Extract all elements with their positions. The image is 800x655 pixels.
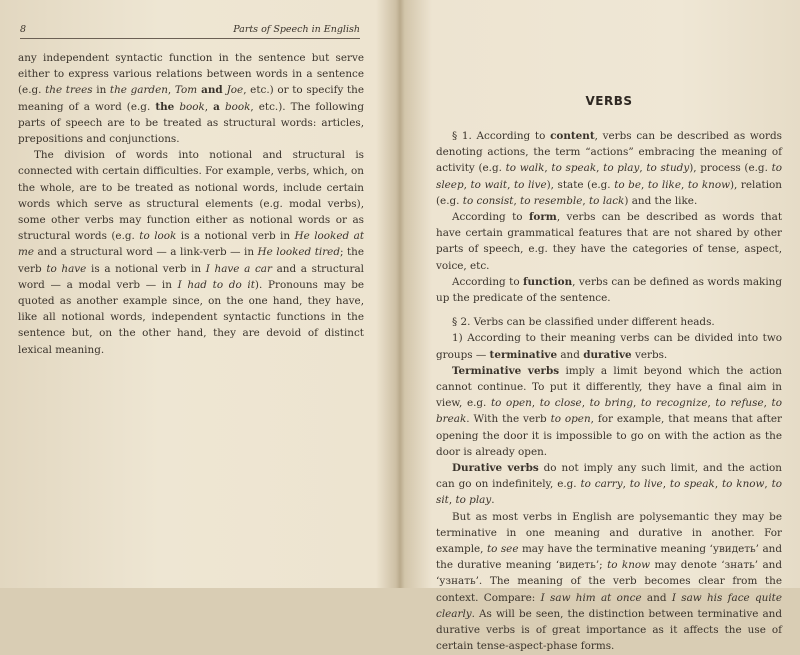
text-run: may denote ‘знать’ and ‘узнать’. The meaning of the verb becomes clear from the context. Compare: <box>436 559 782 604</box>
italic-text: to see <box>486 543 519 556</box>
italic-text: to sleep <box>436 162 783 191</box>
text-run: , <box>622 478 630 491</box>
paragraph <box>436 509 782 655</box>
left-page <box>0 0 398 588</box>
text-run: , <box>662 478 670 491</box>
text-run: imply a limit beyond which the action cannot continue. To put it differently, they have a final aim in view, e.g. <box>436 364 782 410</box>
italic-text: to know <box>607 559 651 572</box>
text-run: 1) According to their meaning verbs can be divided into two groups — <box>436 332 782 361</box>
italic-text: to open <box>490 397 532 410</box>
italic-text: to study <box>646 162 690 175</box>
text-run: ; the verb <box>18 246 365 275</box>
italic-text: to consist <box>462 194 514 207</box>
text-run: and a structural word — a link-verb — in <box>34 246 258 259</box>
text-run: , <box>581 397 590 410</box>
italic-text: to resemble <box>520 194 583 207</box>
text-run: ). Pronouns may be quoted as another example since, on the one hand, they have, like all notional words, independent syntactic functions in the sentence but, on the other hand, they are devoid of distinct lexical meaning. <box>18 278 364 356</box>
bold-text: form <box>528 211 557 224</box>
italic-text: book <box>179 100 205 113</box>
chapter-heading: VERBS <box>585 94 633 108</box>
text-run: , <box>639 162 647 175</box>
paragraph <box>436 460 782 509</box>
text-run: , <box>204 100 214 113</box>
italic-text: I had to do it <box>177 278 255 291</box>
italic-text: to lack <box>588 194 625 207</box>
text-run: , verbs can be described as words denoting actions, the term “actions” embracing the meaning of activity (e.g. <box>436 130 782 175</box>
italic-text: to open <box>550 413 591 426</box>
italic-text: to live <box>513 178 547 191</box>
text-run: , <box>714 478 722 491</box>
text-run: The division of words into notional and structural is connected with certain difficulties. For example, verbs, which, on the whole, are to be treated as notional words, include certain words which serve as structural elements (e.g. modal verbs), some other verbs may function either as notional words or as structural words (e.g. <box>18 149 364 243</box>
text-run: , <box>764 478 772 491</box>
italic-text: to bring <box>589 397 633 410</box>
text-run: , etc.) or to specify the meaning of a word (e.g. <box>18 84 364 113</box>
paragraph <box>18 50 364 147</box>
text-run: , etc.). The following parts of speech are to be treated as structural words: articles, prepositions and conjunctions. <box>18 100 364 146</box>
text-run: , verbs can be defined as words making up the predicate of the sentence. <box>436 275 782 305</box>
page-number: 8 <box>20 24 27 35</box>
bold-text: and <box>197 84 227 97</box>
bold-text: Durative verbs <box>452 462 539 475</box>
text-run: , <box>507 178 514 191</box>
italic-text: to know <box>687 178 730 191</box>
text-run: verbs. <box>631 348 668 361</box>
bold-text: function <box>523 275 573 288</box>
text-run: , <box>763 397 772 410</box>
right-page <box>402 0 800 653</box>
text-run: , <box>680 178 688 191</box>
text-run: , <box>641 178 648 191</box>
right-page-text <box>436 128 782 655</box>
text-run: § 1. According to <box>452 130 551 142</box>
italic-text: to live <box>629 478 663 491</box>
text-run: and <box>641 591 672 604</box>
text-run: , <box>463 178 471 191</box>
text-run: . <box>491 494 495 507</box>
italic-text: to look <box>139 230 177 243</box>
text-run: and <box>557 348 584 361</box>
bold-text: Terminative verbs <box>452 364 560 377</box>
text-run: in <box>92 84 110 97</box>
text-run: ), relation (e.g. <box>436 178 782 207</box>
italic-text: to like <box>647 178 681 191</box>
running-head-title: Parts of Speech in English <box>233 24 360 35</box>
text-run: § 2. Verbs can be classified under different heads. <box>452 316 715 329</box>
italic-text: to speak <box>669 478 715 491</box>
text-run: , for example, that means that after opening the door it is impossible to go on with the action as the door is already open. <box>436 413 783 458</box>
text-run: , verbs can be described as words that have certain grammatical features that are not shared by other parts of speech, e.g. they have the categories of tense, aspect, voice, etc. <box>436 211 782 272</box>
text-run: . With the verb <box>466 413 551 426</box>
text-run: According to <box>452 275 524 288</box>
text-run: , <box>596 162 604 175</box>
italic-text: I have a car <box>205 262 272 275</box>
italic-text: to be <box>614 178 641 191</box>
italic-text: to have <box>46 262 87 275</box>
text-run: ), process (e.g. <box>689 162 772 175</box>
bold-text: terminative <box>489 348 558 361</box>
paragraph <box>436 209 782 274</box>
italic-text: to sit <box>436 478 783 507</box>
text-run: may have the terminative meaning ‘увидеть’ and the durative meaning ‘видеть’; <box>436 543 782 572</box>
text-run: is a notional verb in <box>86 262 206 275</box>
italic-text: to close <box>539 397 582 410</box>
bold-text: the <box>155 100 175 113</box>
text-run: But as most verbs in English are polysemantic they may be terminative in one meaning and durative in another. For example, <box>436 510 782 556</box>
italic-text: I saw him at once <box>540 591 642 604</box>
paragraph <box>436 128 782 209</box>
bold-text: content <box>550 130 595 142</box>
italic-text: to break <box>436 397 782 426</box>
text-run: . As will be seen, the distinction between terminative and durative verbs is of great importance as it affects the use of certain tense-aspect-phase forms. <box>436 607 782 653</box>
text-run: is a notional verb in <box>176 230 295 243</box>
text-run: , <box>167 84 175 97</box>
italic-text: to know <box>721 478 765 491</box>
paragraph <box>436 314 782 330</box>
text-run: any independent syntactic function in the sentence but serve either to express various relations between words in a sentence (e.g. <box>18 52 364 97</box>
italic-text: to carry <box>580 478 623 491</box>
left-page-text <box>18 50 364 358</box>
italic-text: to refuse <box>715 397 764 410</box>
text-run: , <box>448 494 456 507</box>
italic-text: I saw his face quite clearly <box>436 591 782 620</box>
paragraph <box>18 147 364 358</box>
italic-text: to wait <box>470 178 508 191</box>
italic-text: to speak <box>551 162 597 175</box>
text-run: , <box>582 194 589 207</box>
text-run: , <box>531 397 540 410</box>
text-run: , <box>513 194 521 207</box>
paragraph <box>436 274 782 306</box>
text-run: ) and the like. <box>624 194 698 207</box>
italic-text: the trees <box>45 84 93 97</box>
paragraph <box>436 363 782 460</box>
text-run: , <box>632 397 641 410</box>
italic-text: to play <box>603 162 640 175</box>
italic-text: to walk <box>505 162 545 175</box>
italic-text: to recognize <box>640 397 708 410</box>
bold-text: durative <box>583 348 632 361</box>
italic-text: He looked at me <box>18 230 364 259</box>
paragraph <box>436 330 782 362</box>
text-run: , <box>544 162 552 175</box>
running-head <box>20 22 360 39</box>
italic-text: He looked tired <box>257 246 340 259</box>
italic-text: book <box>224 100 251 113</box>
italic-text: the garden <box>109 84 168 97</box>
text-run: , <box>707 397 716 410</box>
text-run: do not imply any such limit, and the action can go on indefinitely, e.g. <box>436 462 782 491</box>
italic-text: Tom <box>174 84 198 97</box>
text-run: ), state (e.g. <box>546 178 615 191</box>
bold-text: a <box>213 100 220 113</box>
text-run: According to <box>452 211 529 224</box>
italic-text: Joe <box>226 84 244 97</box>
text-run: and a structural word — a modal verb — in <box>18 262 365 291</box>
italic-text: to play <box>455 494 492 507</box>
